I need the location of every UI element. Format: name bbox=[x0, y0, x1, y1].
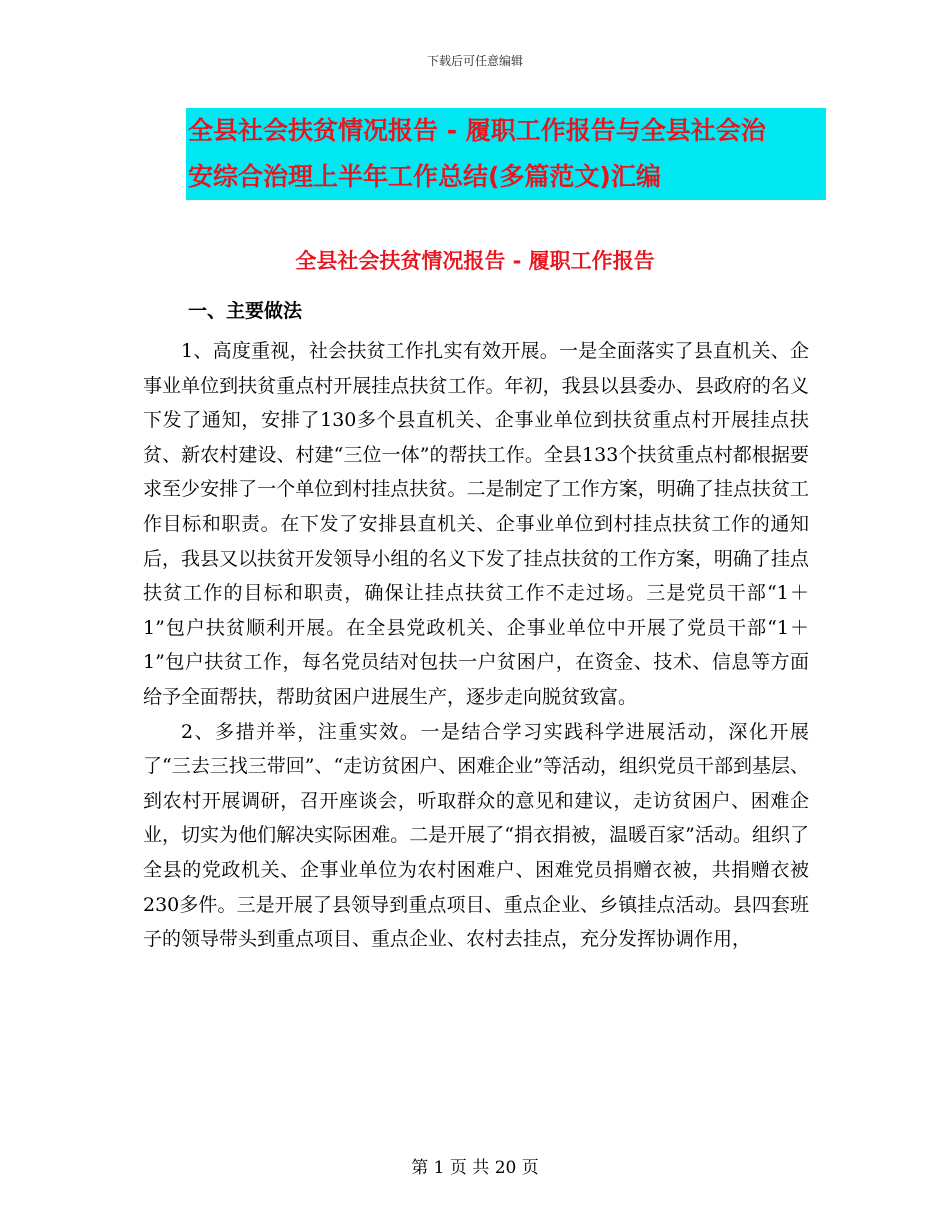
page-header-note: 下载后可任意编辑 bbox=[426, 54, 523, 68]
document-title-line-2-text: 安综合治理上半年工作总结(多篇范文)汇编 bbox=[188, 162, 661, 191]
body-text bbox=[143, 334, 809, 957]
document-title bbox=[186, 108, 826, 200]
document-title-line-1-text: 全县社会扶贫情况报告 - 履职工作报告与全县社会治 bbox=[188, 116, 766, 145]
document-title-line-2 bbox=[186, 154, 826, 200]
section-heading: 全县社会扶贫情况报告 - 履职工作报告 bbox=[295, 249, 655, 273]
body-paragraph-2: 2、多措并举，注重实效。一是结合学习实践科学进展活动，深化开展了“三去三找三带回”、“走访贫困户、困难企业”等活动，组织党员干部到基层、到农村开展调研，召开座谈会，听取群众的意见和建议，走访贫困户、困难企业，切实为他们解决实际困难。二是开展了“捐衣捐被，温暖百家”活动。组织了全县的党政机关、企事业单位为农村困难户、困难党员捐赠衣被，共捐赠衣被230多件。三是开展了县领导到重点项目、重点企业、乡镇挂点活动。县四套班子的领导带头到重点项目、重点企业、农村去挂点，充分发挥协调作用， bbox=[143, 720, 809, 951]
section-subheading: 一、主要做法 bbox=[188, 300, 303, 322]
page-footer-page-number: 第 1 页 共 20 页 bbox=[411, 1158, 539, 1178]
document-title-line-1 bbox=[186, 108, 826, 154]
body-paragraph-1: 1、高度重视，社会扶贫工作扎实有效开展。一是全面落实了县直机关、企事业单位到扶贫重点村开展挂点扶贫工作。年初，我县以县委办、县政府的名义下发了通知，安排了130多个县直机关、企事业单位到扶贫重点村开展挂点扶贫、新农村建设、村建“三位一体”的帮扶工作。全县133个扶贫重点村都根据要求至少安排了一个单位到村挂点扶贫。二是制定了工作方案，明确了挂点扶贫工作目标和职责。在下发了安排县直机关、企事业单位到村挂点扶贫工作的通知后，我县又以扶贫开发领导小组的名义下发了挂点扶贫的工作方案，明确了挂点扶贫工作的目标和职责，确保让挂点扶贫工作不走过场。三是党员干部“1＋1”包户扶贫顺利开展。在全县党政机关、企事业单位中开展了党员干部“1＋1”包户扶贫工作，每名党员结对包扶一户贫困户，在资金、技术、信息等方面给予全面帮扶，帮助贫困户进展生产，逐步走向脱贫致富。 bbox=[143, 340, 809, 708]
